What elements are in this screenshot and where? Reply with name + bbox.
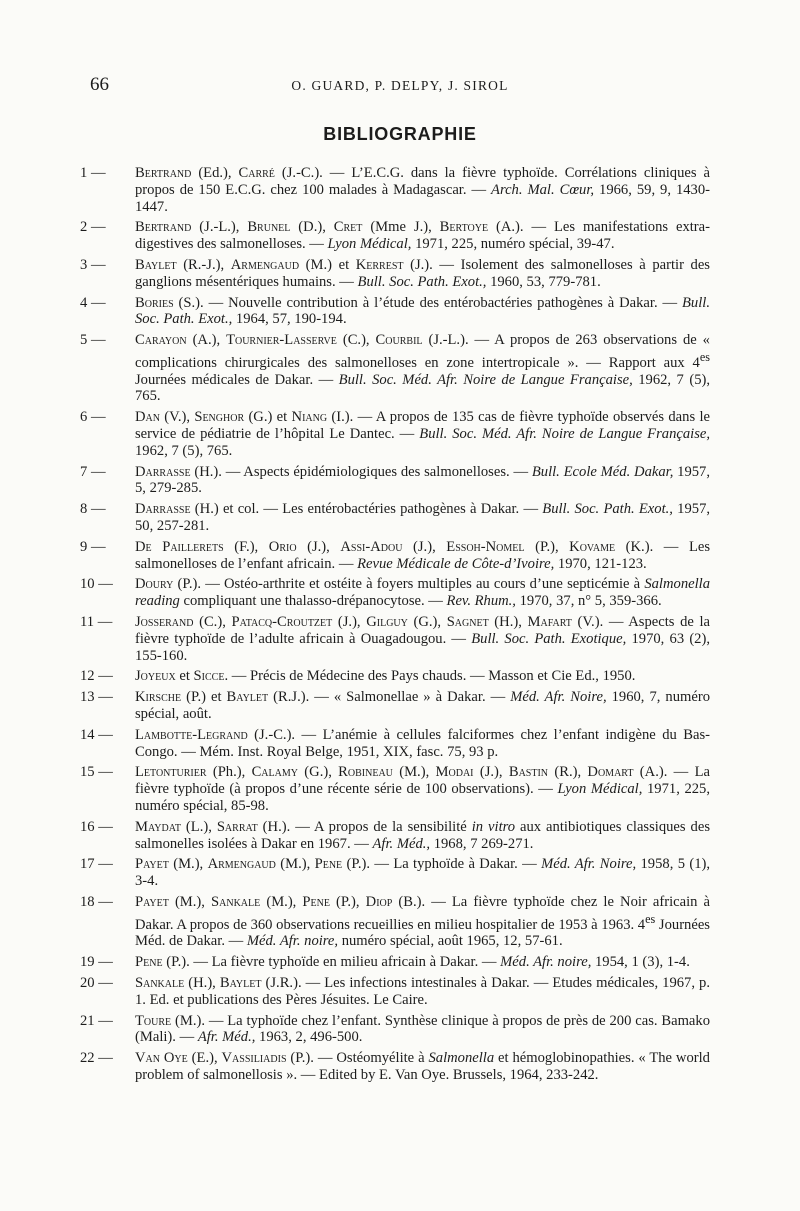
reference-number: 12 — [80,668,113,685]
reference-text: Van Oye (E.), Vassiliadis (P.). — Ostéomyélite à Salmonella et hémoglobinopathies. « The world problem of salmonellosis ». — Edited by E. Van Oye. Brussels, 1964, 233-242. [135,1050,710,1083]
reference-number: 15 — [80,764,113,781]
reference-text: Baylet (R.-J.), Armengaud (M.) et Kerrest (J.). — Isolement des salmonelloses à partir des ganglions mésentériques humains. — Bull. Soc. Path. Exot., 1960, 53, 779-781. [135,256,710,290]
reference-text: Letonturier (Ph.), Calamy (G.), Robineau (M.), Modai (J.), Bastin (R.), Domart (A.). — La fièvre typhoïde (à propos d’une récente série de 100 observations). — Lyon Médical, 1971, 225, numéro spécial, 85-98. [135,764,711,814]
reference-item [80,856,710,890]
reference-number: 11 — [80,613,113,630]
reference-item [80,332,710,405]
reference-number: 22 — [80,1050,113,1067]
reference-text: Doury (P.). — Ostéo-arthrite et ostéite à foyers multiples au cours d’une septicémie à Salmonella reading compliquant une thalasso-drépanocytose. — Rev. Rhum., 1970, 37, n° 5, 359-366. [135,576,710,610]
reference-number: 4 — [80,294,106,311]
reference-item [80,689,710,723]
reference-text: Bertrand (J.-L.), Brunel (D.), Cret (Mme J.), Bertoye (A.). — Les manifestations extra-digestives des salmonelloses. — Lyon Médical, 1971, 225, numéro spécial, 39-47. [135,219,710,253]
reference-item [80,764,710,814]
reference-text: Carayon (A.), Tournier-Lasserve (C.), Courbil (J.-L.). — A propos de 263 observations de « complications chirurgicales des salmonelloses en zone intertropicale ». — Rapport aux $4^{es}$ Journées médicales de Dakar. — Bull. Soc. Méd. Afr. Noire de Langue Française, 1962, 7 (5), 765. [135,332,710,405]
reference-item [80,165,710,215]
reference-number: 3 — [80,256,106,273]
page-header [90,74,710,102]
reference-text: Kirsche (P.) et Baylet (R.J.). — « Salmonellae » à Dakar. — Méd. Afr. Noire, 1960, 7, numéro spécial, août. [135,689,710,722]
reference-text: Darrasse (H.). — Aspects épidémiologiques des salmonelloses. — Bull. Ecole Méd. Dakar, 1957, 5, 279-285. [135,463,710,497]
reference-item [80,576,710,610]
reference-number: 5 — [80,332,106,349]
reference-item [80,727,710,761]
reference-text: Lambotte-Legrand (J.-C.). — L’anémie à cellules falciformes chez l’enfant indigène du Bas-Congo. — Mém. Inst. Royal Belge, 1951, XIX, fasc. 75, 93 p. [135,726,710,760]
reference-item [80,954,710,971]
reference-text: Payet (M.), Armengaud (M.), Pene (P.). — La typhoïde à Dakar. — Méd. Afr. Noire, 1958, 5 (1), 3-4. [135,856,711,890]
reference-item [80,1050,710,1084]
reference-item [80,409,710,459]
reference-item [80,257,710,291]
reference-number: 21 — [80,1012,113,1029]
reference-text: Joyeux et Sicce. — Précis de Médecine des Pays chauds. — Masson et Cie Ed., 1950. [135,668,636,685]
reference-text: Dan (V.), Senghor (G.) et Niang (I.). — A propos de 135 cas de fièvre typhoïde observés dans le service de pédiatrie de l’hôpital Le Dantec. — Bull. Soc. Méd. Afr. Noire de Langue Française, 1962, 7 (5), 765. [135,409,710,459]
reference-text: Payet (M.), Sankale (M.), Pene (P.), Diop (B.). — La fièvre typhoïde chez le Noir africain à Dakar. A propos de 360 observations recueillies en milieu hospitalier de 1953 à 1963. $4^{es}$ Journées Méd. de Dakar. — Méd. Afr. noire, numéro spécial, août 1965, 12, 57-61. [135,893,710,950]
reference-text: Sankale (H.), Baylet (J.R.). — Les infections intestinales à Dakar. — Etudes médicales, 1967, p. 1. Ed. et publications des Pères Jésuites. Le Caire. [135,974,710,1008]
section-title: BIBLIOGRAPHIE [323,124,477,144]
reference-item [80,539,710,573]
reference-number: 20 — [80,974,113,991]
reference-text: Toure (M.). — La typhoïde chez l’enfant. Synthèse clinique à propos de près de 200 cas. Bamako (Mali). — Afr. Méd., 1963, 2, 496-500. [135,1012,710,1046]
reference-item [80,464,710,498]
reference-text: Darrasse (H.) et col. — Les entérobactéries pathogènes à Dakar. — Bull. Soc. Path. Exot., 1957, 50, 257-281. [135,501,711,534]
reference-text: De Paillerets (F.), Orio (J.), Assi-Adou (J.), Essoh-Nomel (P.), Kovame (K.). — Les salmonelloses de l’enfant africain. — Revue Médicale de Côte-d’Ivoire, 1970, 121-123. [135,538,711,572]
reference-item [80,219,710,253]
reference-item [80,501,710,535]
reference-number: 18 — [80,893,113,910]
reference-text: Bertrand (Ed.), Carré (J.-C.). — L’E.C.G. dans la fièvre typhoïde. Corrélations cliniques à propos de 150 E.C.G. chez 100 malades à Madagascar. — Arch. Mal. Cœur, 1966, 59, 9, 1430-1447. [135,165,711,215]
reference-item [80,819,710,853]
reference-number: 8 — [80,501,106,518]
reference-number: 14 — [80,726,113,743]
reference-number: 9 — [80,538,106,555]
reference-number: 1 — [80,165,106,181]
reference-number: 13 — [80,689,113,706]
reference-number: 2 — [80,219,106,236]
reference-item [80,894,710,950]
reference-number: 16 — [80,818,113,835]
reference-number: 7 — [80,463,106,480]
reference-number: 17 — [80,856,113,873]
reference-item [80,1013,710,1047]
reference-item [80,975,710,1009]
reference-number: 10 — [80,576,113,593]
reference-item [80,668,710,685]
reference-text: Maydat (L.), Sarrat (H.). — A propos de la sensibilité in vitro aux antibiotiques classiques des salmonelles isolées à Dakar en 1967. — Afr. Méd., 1968, 7 269-271. [135,818,710,852]
reference-item [80,614,710,664]
reference-text: Bories (S.). — Nouvelle contribution à l’étude des entérobactéries pathogènes à Dakar. — Bull. Soc. Path. Exot., 1964, 57, 190-194. [135,294,710,328]
reference-number: 19 — [80,954,113,971]
reference-text: Pene (P.). — La fièvre typhoïde en milieu africain à Dakar. — Méd. Afr. noire, 1954, 1 (3), 1-4. [135,954,690,971]
reference-number: 6 — [80,409,106,426]
running-head: O. GUARD, P. DELPY, J. SIROL [291,78,509,93]
reference-item [80,295,710,329]
reference-list [80,165,710,1088]
reference-text: Josserand (C.), Patacq-Croutzet (J.), Gilguy (G.), Sagnet (H.), Mafart (V.). — Aspects de la fièvre typhoïde de l’adulte africain à Ouagadougou. — Bull. Soc. Path. Exotique, 1970, 63 (2), 155-160. [135,613,711,664]
page-number: 66 [90,74,109,95]
